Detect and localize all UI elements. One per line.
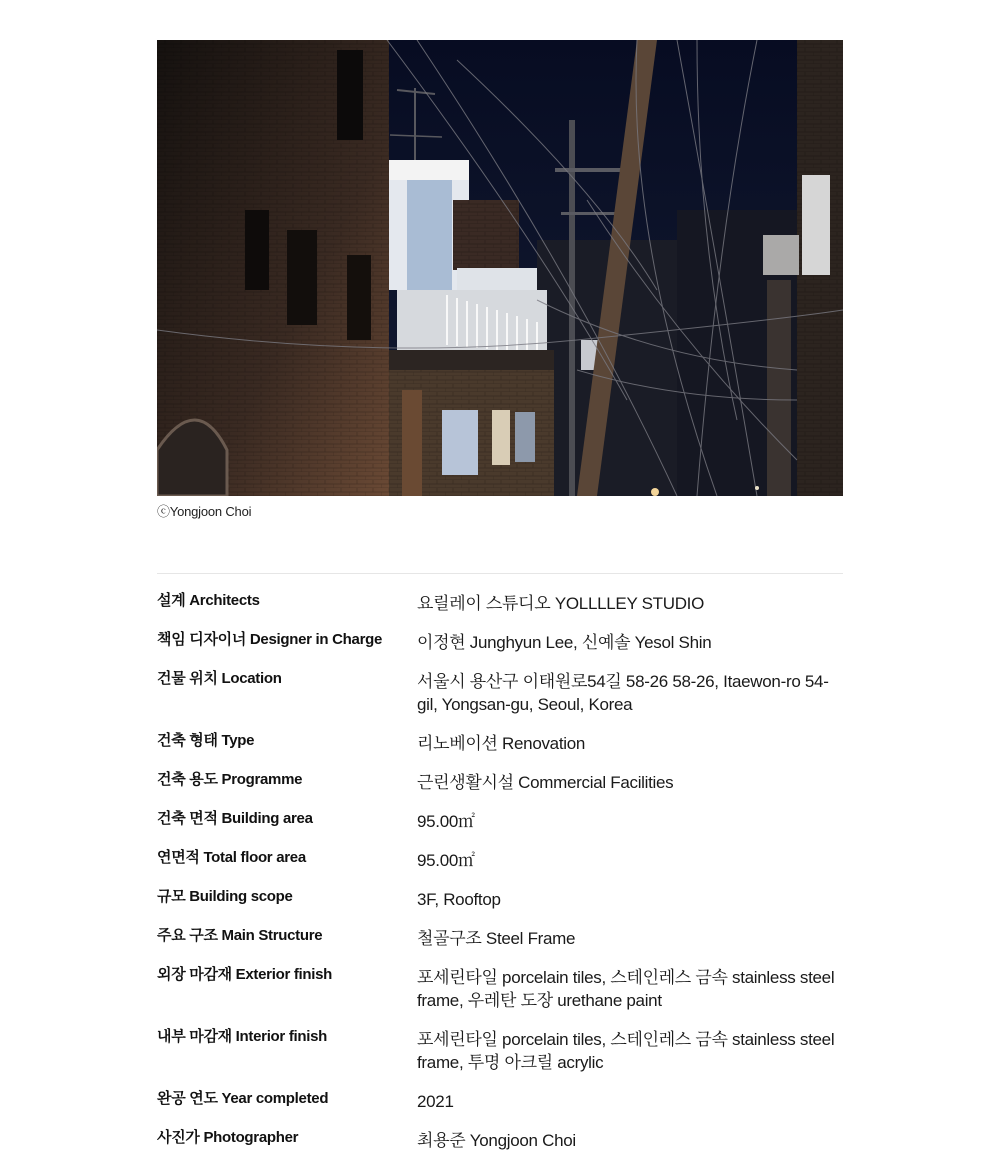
spec-row-exterior-finish — [157, 964, 843, 1012]
building-photo — [157, 40, 843, 496]
spec-row-type — [157, 730, 843, 755]
spec-label: 내부 마감재 Interior finish — [157, 1028, 328, 1045]
spec-label: 설계 Architects — [157, 592, 260, 609]
spec-row-interior-finish — [157, 1026, 843, 1074]
spec-value: 3F, Rooftop — [417, 890, 501, 909]
spec-row-architects — [157, 590, 843, 615]
spec-row-programme — [157, 769, 843, 794]
spec-row-building-area — [157, 808, 843, 833]
spec-row-photographer — [157, 1127, 843, 1152]
spec-label: 책임 디자이너 Designer in Charge — [157, 631, 383, 648]
spec-label: 연면적 Total floor area — [157, 849, 306, 866]
photo-credit-caption: ⓒYongjoon Choi — [157, 504, 252, 519]
spec-value: 이정현 Junghyun Lee, 신예솔 Yesol Shin — [417, 633, 712, 652]
spec-value: 최용준 Yongjoon Choi — [417, 1131, 576, 1150]
spec-value: 서울시 용산구 이태원로54길 58-26 58-26, Itaewon-ro 54-gil, Yongsan-gu, Seoul, Korea — [417, 672, 829, 714]
spec-value: 포세린타일 porcelain tiles, 스테인레스 금속 stainless steel frame, 투명 아크릴 acrylic — [417, 1030, 835, 1072]
spec-label: 건축 용도 Programme — [157, 771, 303, 788]
spec-label: 완공 연도 Year completed — [157, 1090, 329, 1107]
project-specs-table — [157, 590, 843, 1166]
spec-label: 건축 형태 Type — [157, 732, 255, 749]
spec-label: 사진가 Photographer — [157, 1129, 299, 1146]
spec-row-year-completed — [157, 1088, 843, 1113]
spec-row-building-scope — [157, 886, 843, 911]
spec-value: 95.00㎡ — [417, 851, 475, 870]
section-divider — [157, 573, 843, 574]
spec-row-total-floor-area — [157, 847, 843, 872]
spec-value: 95.00㎡ — [417, 812, 475, 831]
spec-label: 건물 위치 Location — [157, 670, 282, 687]
spec-row-main-structure — [157, 925, 843, 950]
spec-value: 근린생활시설 Commercial Facilities — [417, 773, 674, 792]
spec-value: 2021 — [417, 1092, 454, 1111]
spec-value: 리노베이션 Renovation — [417, 734, 586, 753]
spec-value: 포세린타일 porcelain tiles, 스테인레스 금속 stainless steel frame, 우레탄 도장 urethane paint — [417, 968, 835, 1010]
spec-label: 주요 구조 Main Structure — [157, 927, 323, 944]
spec-row-designer — [157, 629, 843, 654]
spec-value: 요릴레이 스튜디오 YOLLLLEY STUDIO — [417, 594, 705, 613]
spec-row-location — [157, 668, 843, 716]
spec-label: 규모 Building scope — [157, 888, 293, 905]
spec-value: 철골구조 Steel Frame — [417, 929, 576, 948]
spec-label: 외장 마감재 Exterior finish — [157, 966, 333, 983]
spec-label: 건축 면적 Building area — [157, 810, 313, 827]
